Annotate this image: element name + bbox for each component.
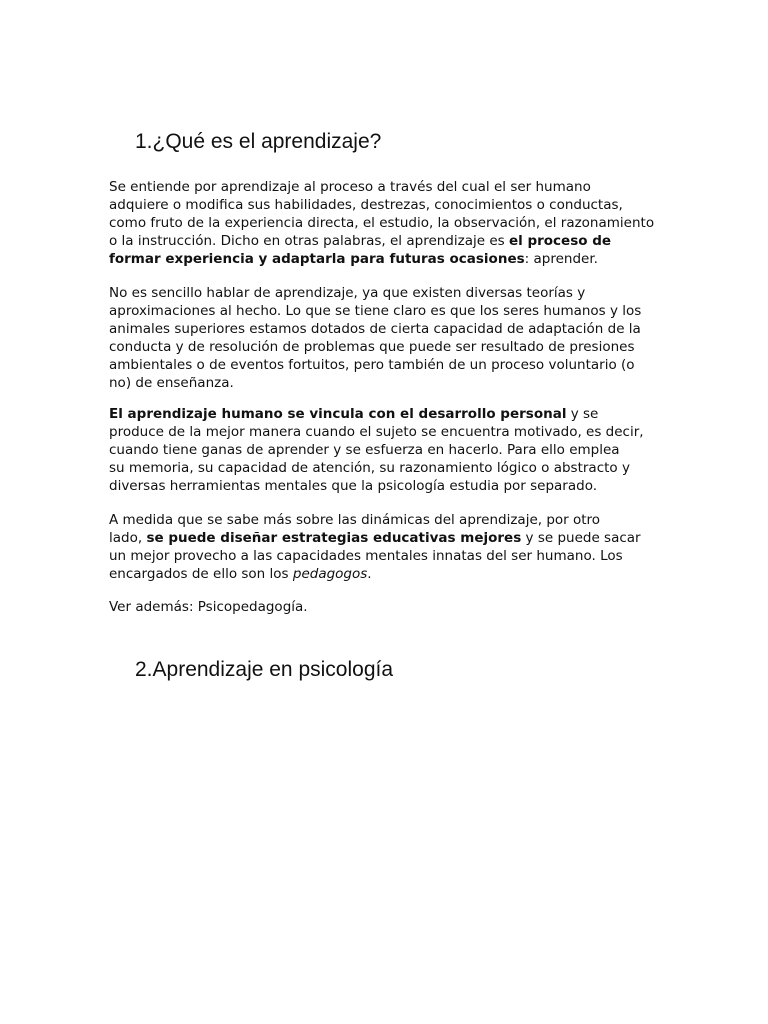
section-1-heading: [135, 129, 381, 155]
paragraph-1: [109, 178, 669, 268]
paragraph-3-line-2: produce de la mejor manera cuando el sujeto se encuentra motivado, es decir,: [109, 424, 644, 440]
paragraph-1-line-5: [109, 250, 669, 268]
paragraph-1-line-4-bold: el proceso de: [508, 233, 612, 249]
paragraph-4-line-4-text-b: .: [367, 566, 372, 582]
paragraph-4-line-1: A medida que se sabe más sobre las dinámicas del aprendizaje, por otro: [109, 512, 601, 528]
paragraph-1-line-2: adquiere o modifica sus habilidades, destrezas, conocimientos o conductas,: [109, 197, 623, 213]
section-1-number: 1.: [135, 130, 153, 153]
paragraph-4-line-4-text-a: encargados de ello son los: [109, 566, 293, 582]
paragraph-4: [109, 511, 669, 583]
paragraph-4-line-4-italic: pedagogos: [292, 566, 368, 582]
paragraph-3: [109, 405, 669, 495]
paragraph-3-line-1-text: y se: [566, 406, 599, 422]
paragraph-4-line-2-text-b: y se puede sacar: [521, 530, 641, 546]
section-2-number: 2.: [135, 658, 153, 681]
paragraph-2-line-4: conducta y de resolución de problemas que puede ser resultado de presiones: [109, 339, 635, 355]
paragraph-4-line-2: [109, 529, 669, 547]
section-2-title: Aprendizaje en psicología: [152, 658, 394, 681]
paragraph-2-line-5: ambientales o de eventos fortuitos, pero también de un proceso voluntario (o: [109, 357, 635, 373]
paragraph-2-line-2: aproximaciones al hecho. Lo que se tiene claro es que los seres humanos y los: [109, 303, 642, 319]
paragraph-2-line-1: No es sencillo hablar de aprendizaje, ya que existen diversas teorías y: [109, 285, 586, 301]
paragraph-5: [109, 598, 669, 616]
section-1-title: ¿Qué es el aprendizaje?: [152, 130, 382, 153]
paragraph-4-line-3: un mejor provecho a las capacidades mentales innatas del ser humano. Los: [109, 548, 623, 564]
paragraph-2-line-3: animales superiores estamos dotados de cierta capacidad de adaptación de la: [109, 321, 641, 337]
see-also-line: Ver además: Psicopedagogía.: [109, 599, 308, 615]
paragraph-1-line-5-bold: formar experiencia y adaptarla para futuras ocasiones: [109, 251, 525, 267]
paragraph-4-line-2-text-a: lado,: [109, 530, 147, 546]
paragraph-3-line-1-bold: El aprendizaje humano se vincula con el desarrollo personal: [109, 406, 567, 422]
paragraph-2: [109, 284, 669, 392]
paragraph-3-line-3: cuando tiene ganas de aprender y se esfuerza en hacerlo. Para ello emplea: [109, 442, 620, 458]
paragraph-3-line-4: su memoria, su capacidad de atención, su razonamiento lógico o abstracto y: [109, 460, 630, 476]
paragraph-1-line-4-text: o la instrucción. Dicho en otras palabras, el aprendizaje es: [109, 233, 509, 249]
paragraph-2-line-6: no) de enseñanza.: [109, 375, 234, 391]
paragraph-3-line-1: [109, 405, 669, 423]
paragraph-1-line-4: [109, 232, 669, 250]
paragraph-3-line-5: diversas herramientas mentales que la psicología estudia por separado.: [109, 478, 598, 494]
paragraph-1-line-1: Se entiende por aprendizaje al proceso a través del cual el ser humano: [109, 179, 591, 195]
paragraph-4-line-2-bold: se puede diseñar estrategias educativas mejores: [146, 530, 522, 546]
paragraph-1-line-3: como fruto de la experiencia directa, el estudio, la observación, el razonamiento: [109, 215, 655, 231]
section-2-heading: [135, 657, 393, 683]
paragraph-1-line-5-text: : aprender.: [524, 251, 598, 267]
paragraph-4-line-4: [109, 565, 669, 583]
